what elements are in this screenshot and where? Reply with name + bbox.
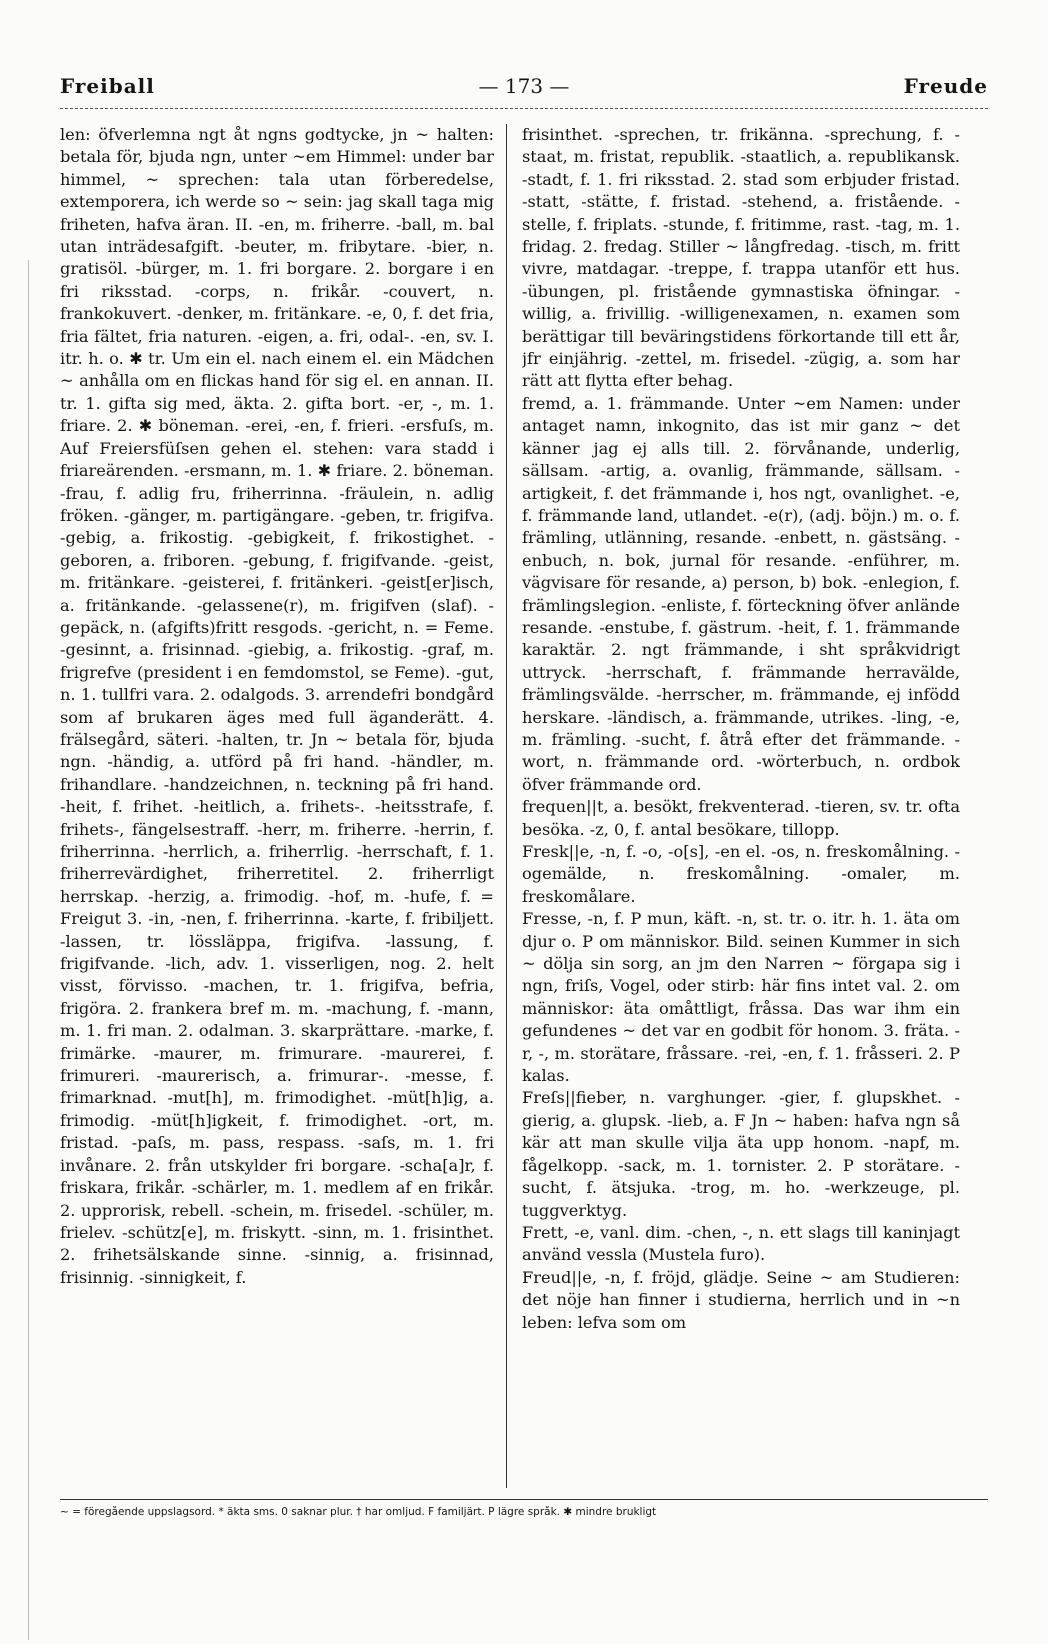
column-divider bbox=[506, 124, 507, 1488]
right-guide-word: Freude bbox=[903, 74, 988, 98]
footer-rule bbox=[60, 1499, 988, 1500]
scan-margin-line bbox=[28, 260, 29, 1640]
dictionary-entry: len: öfverlemna ngt åt ngns godtycke, jn ~ halten: betala för, bjuda ngn, unter ~em Himmel: under bar himmel, ~ sprechen: tala utan förberedelse, extemporera, ich werde so ~ sein: jag skall taga mig friheten, hafva äran. II. -en, m. friherre. -ball, m. bal utan inträdesafgift. -beuter, m. fribytare. -bier, n. gratisöl. -bürger, m. 1. fri borgare. 2. borgare i en fri riksstad. -corps, n. frikår. -couvert, n. frankokuvert. -denker, m. fritänkare. -e, 0, f. det fria, fria fältet, fria naturen. -eigen, a. fri, odal-. -en, sv. I. itr. h. o. ✱ tr. Um ein el. nach einem el. ein Mädchen ~ anhålla om en flickas hand för sig el. en annan. II. tr. 1. gifta sig med, äkta. 2. gifta bort. -er, -, m. 1. friare. 2. ✱ böneman. -erei, -en, f. frieri. -ersfuſs, m. Auf Freiersfüſsen gehen el. stehen: vara stadd i friareärenden. -ersmann, m. 1. ✱ friare. 2. böneman. -frau, f. adlig fru, friherrinna. -fräulein, n. adlig fröken. -gänger, m. partigängare. -geben, tr. frigifva. -gebig, a. frikostig. -gebigkeit, f. frikostighet. -geboren, a. friboren. -gebung, f. frigifvande. -geist, m. fritänkare. -geisterei, f. fritänkeri. -geist[er]isch, a. fritänkande. -gelassene(r), m. frigifven (slaf). -gepäck, n. (afgifts)fritt resgods. -gericht, n. = Feme. -gesinnt, a. frisinnad. -giebig, a. frikostig. -graf, m. frigrefve (president i en femdomstol, se Feme). -gut, n. 1. tullfri vara. 2. odalgods. 3. arrendefri bondgård som af brukaren äges med full äganderätt. 4. frälsegård, säteri. -halten, tr. Jn ~ betala för, bjuda ngn. -händig, a. utförd på fri hand. -händler, m. frihandlare. -handzeichnen, n. teckning på fri hand. -heit, f. frihet. -heitlich, a. frihets-. -heitsstrafe, f. frihets-, fängelsestraff. -herr, m. friherre. -herrin, f. friherrinna. -herrlich, a. friherrlig. -herrschaft, f. 1. friherrevärdighet, friherretitel. 2. friherrligt herrskap. -herzig, a. frimodig. -hof, m. -hufe, f. = Freigut 3. -in, -nen, f. friherrinna. -karte, f. fribiljett. -lassen, tr. lössläppa, frigifva. -lassung, f. frigifvande. -lich, adv. 1. visserligen, nog. 2. helt visst, förvisso. -machen, tr. 1. frigifva, befria, frigöra. 2. frankera bref m. m. -machung, f. -mann, m. 1. fri man. 2. odalman. 3. skarprättare. -marke, f. frimärke. -maurer, m. frimurare. -maurerei, f. frimureri. -maurerisch, a. frimurar-. -messe, f. frimarknad. -mut[h], m. frimodighet. -müt[h]ig, a. frimodig. -müt[h]igkeit, f. frimodighet. -ort, m. fristad. -paſs, m. pass, respass. -saſs, m. 1. fri invånare. 2. från utskylder fri borgare. -scha[a]r, f. friskara, frikår. -schärler, m. 1. medlem af en frikår. 2. upprorisk, rebell. -schein, m. frisedel. -schüler, m. frielev. -schütz[e], m. friskytt. -sinn, m. 1. frisinthet. 2. frihetsälskande sinne. -sinnig, a. frisinnad, frisinnig. -sinnigkeit, f. bbox=[60, 125, 494, 1287]
dictionary-entry: Fresse, -n, f. P mun, käft. -n, st. tr. o. itr. h. 1. äta om djur o. P om människor. Bild. seinen Kummer in sich ~ dölja sin sorg, an jm den Narren ~ förgapa sig i ngn, friſs, Vogel, oder stirb: här fins intet val. 2. om människor: äta omåttligt, fråssa. Das war ihm ein gefundenes ~ det var en godbit för honom. 3. fräta. -r, -, m. storätare, fråssare. -rei, -en, f. 1. fråsseri. 2. P kalas. bbox=[522, 909, 960, 1086]
page-number: — 173 — bbox=[478, 74, 570, 98]
page-header bbox=[60, 74, 988, 108]
left-guide-word: Freiball bbox=[60, 74, 155, 98]
dictionary-entry: Fresk||e, -n, f. -o, -o[s], -en el. -os, n. freskomålning. -ogemälde, n. freskomålning. -omaler, m. freskomålare. bbox=[522, 842, 960, 906]
abbreviation-legend: ~ = föregående uppslagsord. * äkta sms. 0 saknar plur. † har omljud. F familjärt. P lägre språk. ✱ mindre brukligt bbox=[60, 1506, 657, 1518]
dictionary-entry: frisinthet. -sprechen, tr. frikänna. -sprechung, f. -staat, m. fristat, republik. -staatlich, a. republikansk. -stadt, f. 1. fri riksstad. 2. stad som erbjuder fristad. -statt, -stätte, f. fristad. -stehend, a. fristående. -stelle, f. friplats. -stunde, f. fritimme, rast. -tag, m. 1. fridag. 2. fredag. Stiller ~ långfredag. -tisch, m. fritt vivre, matdagar. -treppe, f. trappa utanför ett hus. -übungen, pl. fristående gymnastiska öfningar. -willig, a. frivillig. -willigenexamen, n. examen som berättigar till beväringstidens förkortande till ett år, jfr einjährig. -zettel, m. frisedel. -zügig, a. som har rätt att flytta efter behag. bbox=[522, 125, 960, 391]
right-column bbox=[522, 124, 960, 1614]
dictionary-entry: Freud||e, -n, f. fröjd, glädje. Seine ~ am Studieren: det nöje han finner i studierna, herrlich und in ~n leben: lefva som om bbox=[522, 1267, 960, 1332]
dictionary-entry: frequen||t, a. besökt, frekventerad. -tieren, sv. tr. ofta besöka. -z, 0, f. antal besökare, tillopp. bbox=[522, 797, 960, 839]
left-column bbox=[60, 124, 494, 1614]
header-rule bbox=[60, 108, 988, 109]
dictionary-entry: Frett, -e, vanl. dim. -chen, -, n. ett slags till kaninjagt använd vessla (Mustela furo). bbox=[522, 1222, 960, 1265]
dictionary-entry: Freſs||fieber, n. varghunger. -gier, f. glupskhet. -gierig, a. glupsk. -lieb, a. F Jn ~ haben: hafva ngn så kär att man skulle vilja äta upp honom. -napf, m. fågelkopp. -sack, m. 1. tornister. 2. P storätare. -sucht, f. ätsjuka. -trog, m. ho. -werkzeuge, pl. tuggverktyg. bbox=[522, 1088, 960, 1220]
dictionary-entry: fremd, a. 1. främmande. Unter ~em Namen: under antaget namn, inkognito, das ist mir ganz ~ det känner jag ej alls till. 2. förvånande, underlig, sällsam. -artig, a. ovanlig, främmande, sällsam. -artigkeit, f. det främmande i, hos ngt, ovanlighet. -e, f. främmande land, utlandet. -e(r), (adj. böjn.) m. o. f. främling, utlänning, resande. -enbett, n. gästsäng. -enbuch, n. bok, jurnal för resande. -enführer, m. vägvisare för resande, a) person, b) bok. -enlegion, f. främlingslegion. -enliste, f. förteckning öfver anlände resande. -enstube, f. gästrum. -heit, f. 1. främmande karaktär. 2. ngt främmande, i sht språkvidrigt uttryck. -herrschaft, f. främmande herravälde, främlingsvälde. -herrscher, m. främmande, ej infödd herskare. -ländisch, a. främmande, utrikes. -ling, -e, m. främling. -sucht, f. åtrå efter det främmande. -wort, n. främmande ord. -wörterbuch, n. ordbok öfver främmande ord. bbox=[522, 393, 960, 794]
